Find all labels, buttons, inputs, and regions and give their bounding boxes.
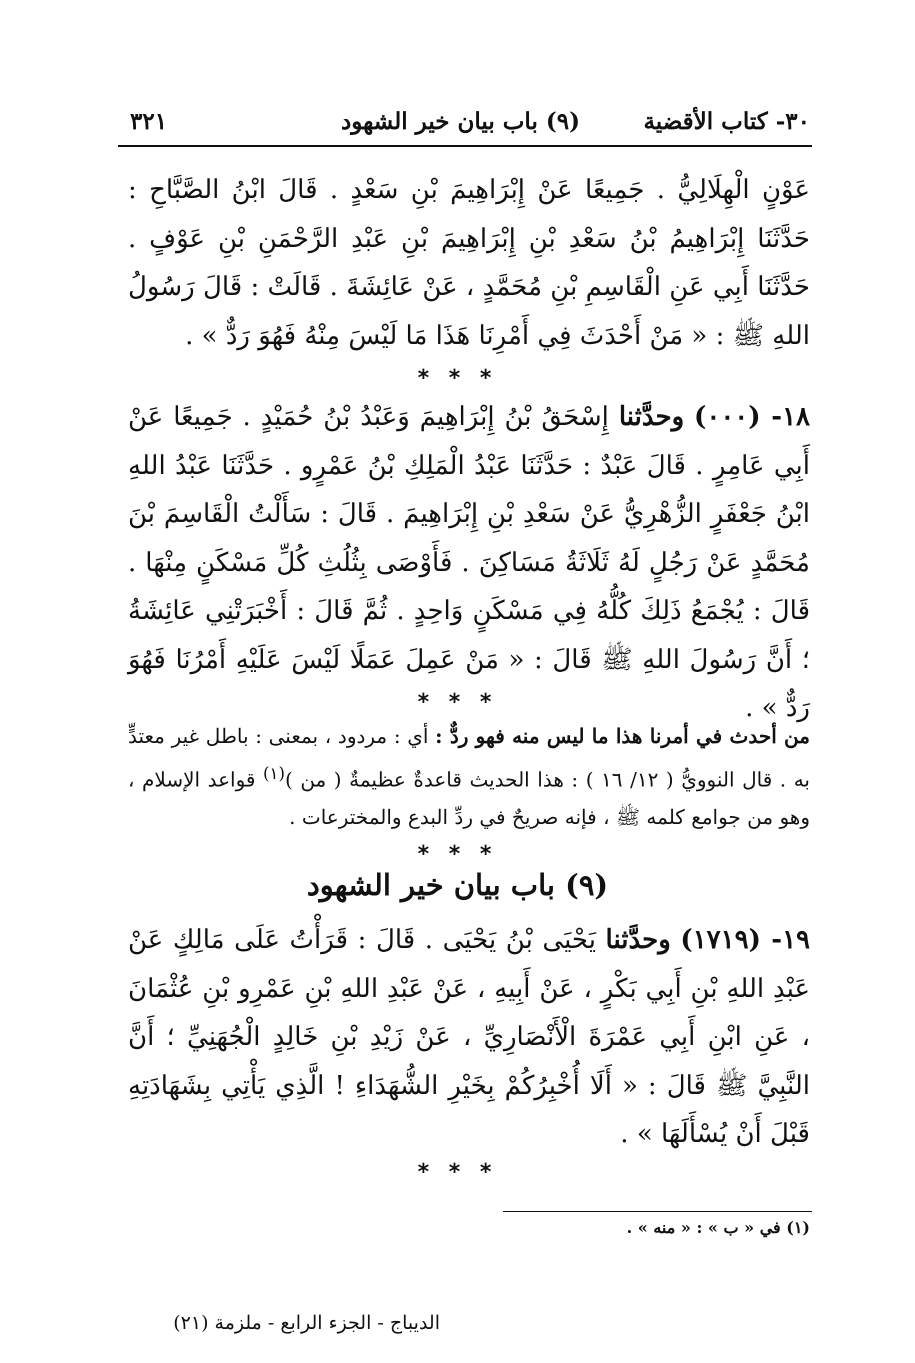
- hadith-18-lead: وحدَّثنا: [618, 402, 685, 432]
- hadith-18: [128, 393, 810, 733]
- chapter-heading: (٩) باب بيان خير الشهود: [306, 868, 609, 902]
- header-section-title: (٩) باب بيان خير الشهود: [341, 108, 580, 135]
- running-header: [118, 104, 810, 146]
- hadith-19-text: يَحْيَى بْنُ يَحْيَى . قَالَ : قَرَأْتُ عَلَى مَالِكٍ عَنْ عَبْدِ اللهِ بْنِ أَبِي بَكْرٍ ، عَنْ أَبِيهِ ، عَنْ عَبْدِ اللهِ بْنِ عَمْرِو بْنِ عُثْمَانَ ، عَنِ ابْنِ أَبِي عَمْرَةَ الْأَنْصَارِيِّ ، عَنْ زَيْدِ بْنِ خَالِدٍ الْجُهَنِيِّ ؛ أَنَّ النَّبِيَّ ﷺ قَالَ : « أَلَا أُخْبِرُكُمْ بِخَيْرِ الشُّهَدَاءِ ! الَّذِي يَأْتِي بِشَهَادَتِهِ قَبْلَ أَنْ يُسْأَلَهَا » .: [128, 925, 810, 1149]
- hadith-19-number: ١٩- (١٧١٩): [680, 925, 810, 955]
- page-footer: الديباج - الجزء الرابع - ملزمة (٢١): [173, 1312, 440, 1334]
- commentary-text-end: قواعد الإسلام ، وهو من جوامع كلمه ﷺ ، فإنه صريحٌ في ردِّ البدع والمخترعات .: [128, 767, 810, 829]
- footnote-rule: [503, 1211, 812, 1212]
- separator-3: * * *: [417, 842, 498, 867]
- header-chapter-title: ٣٠- كتاب الأقضية: [643, 108, 810, 135]
- separator-4: * * *: [417, 1160, 498, 1185]
- footnote: (١) في « ب » : « منه » .: [626, 1218, 810, 1237]
- separator-1: * * *: [417, 366, 498, 391]
- hadith-19-lead: وحدَّثنا: [605, 925, 671, 955]
- hadith-18-number: ١٨- (٠٠٠): [694, 402, 811, 432]
- footnote-reference: (١): [263, 764, 285, 783]
- header-rule: [118, 145, 812, 147]
- hadith-18-text: إِسْحَقُ بْنُ إِبْرَاهِيمَ وَعَبْدُ بْنُ حُمَيْدٍ . جَمِيعًا عَنْ أَبِي عَامِرٍ . قَالَ عَبْدٌ : حَدَّثَنَا عَبْدُ الْمَلِكِ بْنُ عَمْرٍو . حَدَّثَنَا عَبْدُ اللهِ ابْنُ جَعْفَرٍ الزُّهْرِيُّ عَنْ سَعْدِ بْنِ إِبْرَاهِيمَ . قَالَ : سَأَلْتُ الْقَاسِمَ بْنَ مُحَمَّدٍ عَنْ رَجُلٍ لَهُ ثَلَاثَةُ مَسَاكِنَ . فَأَوْصَى بِثُلُثِ كُلِّ مَسْكَنٍ مِنْهَا . قَالَ : يُجْمَعُ ذَلِكَ كُلُّهُ فِي مَسْكَنٍ وَاحِدٍ . ثُمَّ قَالَ : أَخْبَرَتْنِي عَائِشَةُ ؛ أَنَّ رَسُولَ اللهِ ﷺ قَالَ : « مَنْ عَمِلَ عَمَلًا لَيْسَ عَلَيْهِ أَمْرُنَا فَهُوَ رَدٌّ » .: [128, 402, 810, 723]
- commentary-lead: من أحدث في أمرنا هذا ما ليس منه فهو ردٌّ :: [435, 724, 810, 748]
- commentary-text: أي : مردود ، بمعنى : باطل غير معتدٍّ به . قال النوويُّ ( ١٢/ ١٦ ) : هذا الحديث قاعدةٌ عظيمةٌ ( من ): [128, 724, 810, 792]
- hadith-17-continuation: [128, 166, 810, 360]
- page-number: ٣٢١: [130, 108, 168, 135]
- hadith-19: [128, 916, 810, 1159]
- commentary: [128, 718, 810, 836]
- separator-2: * * *: [417, 690, 498, 715]
- hadith-17-text: عَوْنٍ الْهِلَالِيُّ . جَمِيعًا عَنْ إِبْرَاهِيمَ بْنِ سَعْدٍ . قَالَ ابْنُ الصَّبَّاحِ : حَدَّثَنَا إِبْرَاهِيمُ بْنُ سَعْدِ بْنِ إِبْرَاهِيمَ بْنِ عَبْدِ الرَّحْمَنِ بْنِ عَوْفٍ . حَدَّثَنَا أَبِي عَنِ الْقَاسِمِ بْنِ مُحَمَّدٍ ، عَنْ عَائِشَةَ . قَالَتْ : قَالَ رَسُولُ اللهِ ﷺ : « مَنْ أَحْدَثَ فِي أَمْرِنَا هَذَا مَا لَيْسَ مِنْهُ فَهُوَ رَدٌّ » .: [128, 175, 810, 351]
